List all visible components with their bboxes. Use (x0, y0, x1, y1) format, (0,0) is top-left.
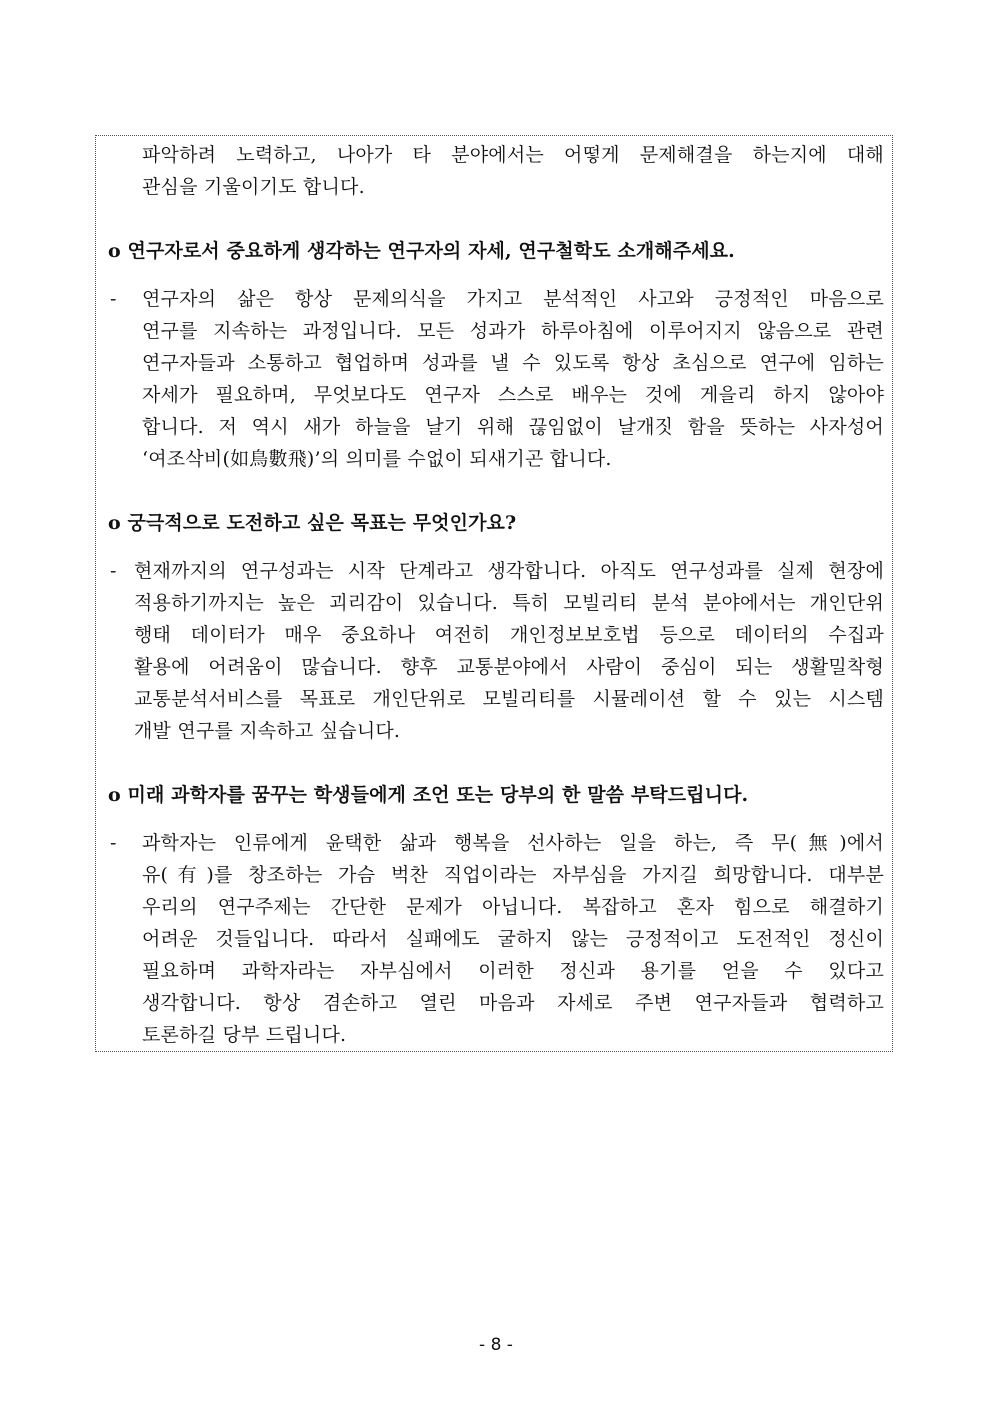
page-number: - 8 - (479, 1335, 513, 1355)
answer-bullet: - (110, 832, 117, 854)
answer-line: 연구자들과 소통하고 협업하며 성과를 낼 수 있도록 항상 초심으로 연구에 임하는 (142, 352, 884, 374)
answer-line: 행태 데이터가 매우 중요하나 여전히 개인정보보호법 등으로 데이터의 수집과 (134, 624, 884, 646)
answer-line: 적용하기까지는 높은 괴리감이 있습니다. 특히 모빌리티 분석 분야에서는 개인단위 (134, 592, 884, 614)
answer-line: 합니다. 저 역시 새가 하늘을 날기 위해 끊임없이 날개짓 함을 뜻하는 사자성어 (142, 416, 884, 438)
question-heading: o 미래 과학자를 꿈꾸는 학생들에게 조언 또는 당부의 한 말씀 부탁드립니다. (108, 784, 749, 806)
answer-line: 생각합니다. 항상 겸손하고 열린 마음과 자세로 주변 연구자들과 협력하고 (142, 992, 884, 1014)
answer-line: 과학자는 인류에게 윤택한 삶과 행복을 선사하는 일을 하는, 즉 무(無)에서 (142, 832, 884, 854)
answer-line: 개발 연구를 지속하고 싶습니다. (134, 720, 401, 742)
answer-line: 어려운 것들입니다. 따라서 실패에도 굴하지 않는 긍정적이고 도전적인 정신이 (142, 928, 884, 950)
answer-line: 우리의 연구주제는 간단한 문제가 아닙니다. 복잡하고 혼자 힘으로 해결하기 (142, 896, 884, 918)
question-heading: o 궁극적으로 도전하고 싶은 목표는 무엇인가요? (108, 512, 517, 534)
answer-line: 자세가 필요하며, 무엇보다도 연구자 스스로 배우는 것에 게을리 하지 않아야 (142, 384, 884, 406)
question-heading: o 연구자로서 중요하게 생각하는 연구자의 자세, 연구철학도 소개해주세요. (108, 240, 735, 262)
answer-line: 활용에 어려움이 많습니다. 향후 교통분야에서 사람이 중심이 되는 생활밀착형 (134, 656, 884, 678)
answer-line: 현재까지의 연구성과는 시작 단계라고 생각합니다. 아직도 연구성과를 실제 현장에 (134, 560, 884, 582)
answer-line: 연구자의 삶은 항상 문제의식을 가지고 분석적인 사고와 긍정적인 마음으로 (142, 288, 884, 310)
answer-line: 필요하며 과학자라는 자부심에서 이러한 정신과 용기를 얻을 수 있다고 (142, 960, 884, 982)
intro-line: 관심을 기울이기도 합니다. (142, 176, 365, 198)
answer-bullet: - (110, 288, 117, 310)
answer-line: 유(有)를 창조하는 가슴 벅찬 직업이라는 자부심을 가지길 희망합니다. 대부분 (142, 864, 884, 886)
answer-line: 토론하길 당부 드립니다. (142, 1024, 347, 1046)
answer-bullet: - (110, 560, 117, 582)
answer-line: ‘여조삭비(如鳥數飛)’의 의미를 수없이 되새기곤 합니다. (142, 448, 612, 470)
answer-line: 교통분석서비스를 목표로 개인단위로 모빌리티를 시뮬레이션 할 수 있는 시스템 (134, 688, 884, 710)
intro-line: 파악하려 노력하고, 나아가 타 분야에서는 어떻게 문제해결을 하는지에 대해 (142, 144, 884, 166)
answer-line: 연구를 지속하는 과정입니다. 모든 성과가 하루아침에 이루어지지 않음으로 관련 (142, 320, 884, 342)
